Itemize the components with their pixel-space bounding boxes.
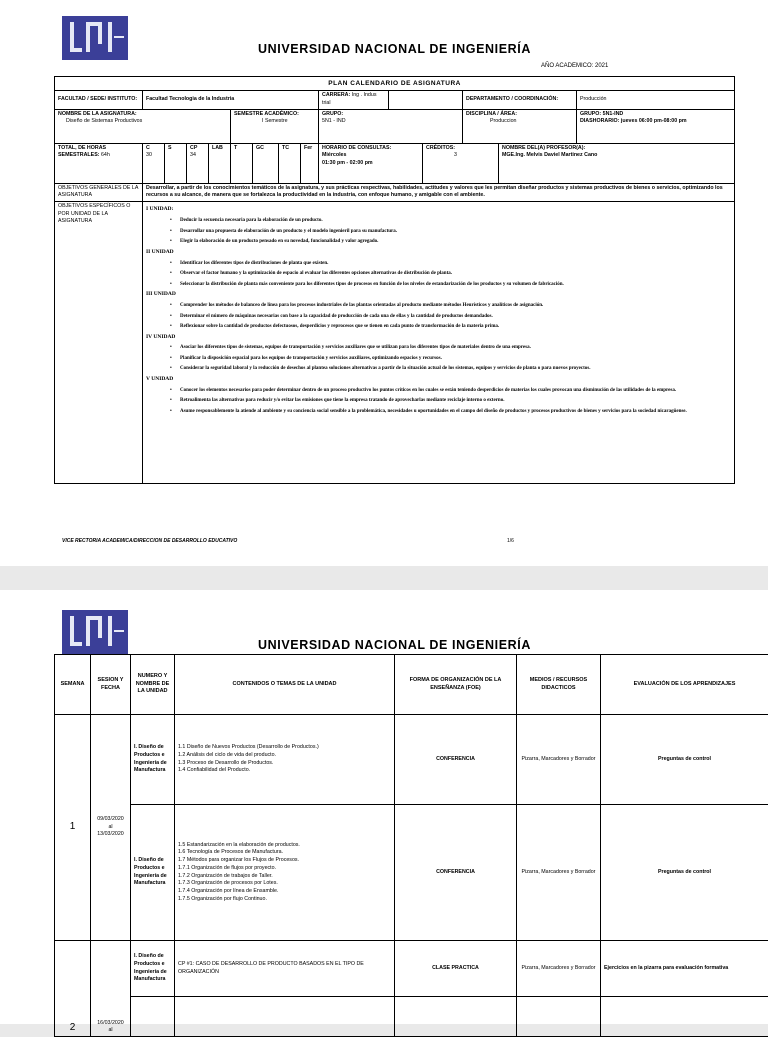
media-cell: Pizarra, Marcadores y Borrador [517, 941, 601, 997]
unit-heading: V UNIDAD [146, 376, 731, 384]
university-title: UNIVERSIDAD NACIONAL DE INGENIERÍA [258, 42, 531, 56]
specific-objectives [143, 202, 735, 484]
schedule-cell: GRUPO: 5N1-IND DIASHORARIO: jueves 06:00 pm-08:00 pm [577, 109, 735, 143]
eval-cell: Preguntas de control [601, 715, 768, 805]
uni-logo [62, 610, 128, 654]
col-s: S [165, 143, 187, 183]
unit-heading: IV UNIDAD [146, 334, 731, 342]
col-contents: CONTENIDOS O TEMAS DE LA UNIDAD [175, 655, 395, 715]
objective-item: • Deducir la secuencia necesaria para la elaboración de un producto. [146, 217, 731, 225]
objective-item: • Seleccionar la distribución de planta más conveniente para los diferentes tipos de procesos en función de los niveles de estandarización de los productos y su volumen de fabricación. [146, 281, 731, 289]
week-number: 2 [55, 941, 91, 1037]
semester-cell: SEMESTRE ACADÉMICO: I Semestre [231, 109, 319, 143]
objective-item: • Conocer los elementos necesarios para poder determinar dentro de un proceso productivo los puntos críticos en los cuales se están teniendo desperdicios de materias los cuales provocan una disminución de las utilidades de la empresa. [146, 387, 731, 395]
eval-cell: Preguntas de control [601, 805, 768, 941]
objective-item: • Asume responsablemente la atiende al ambiente y su conciencia social sensible a la problemática, necesidades u oportunidades en el campo del diseño de productos y procesos productivos de bienes y servicios para la sociedad nicaragüense. [146, 408, 731, 416]
objective-item: • Considerar la seguridad laboral y la reducción de desechos al plantea soluciones alternativas a partir de la situación actual de los sistemas, equipos y servicios de planta o para nuevos proyectos. [146, 365, 731, 373]
unit-heading: II UNIDAD [146, 249, 731, 257]
foe-cell: CLASE PRACTICA [395, 941, 517, 997]
group-cell: GRUPO: 5N1 - IND [319, 109, 463, 143]
objective-item: • Reflexionar sobre la cantidad de productos defectuosos, desperdicios y reprocesos que se tienen en cada punto de transformación de la materia prima. [146, 323, 731, 331]
faculty-label: FACULTAD / SEDE/ INSTITUTO: [55, 91, 143, 109]
unit-name: I. Diseño de Productos e Ingeniería de Manufactura [131, 941, 175, 997]
subject-cell: NOMBRE DE LA ASIGNATURA: Diseño de Sistemas Productivos [55, 109, 231, 143]
plan-header-table [54, 76, 735, 484]
dept-value: Producción [577, 91, 735, 109]
professor-cell: NOMBRE DEL(A) PROFESOR(A): MGE.Ing. Melvis Daviel Martinez Cano [499, 143, 735, 183]
dept-label: DEPARTAMENTO / COORDINACIÓN: [463, 91, 577, 109]
foe-cell: CONFERENCIA [395, 715, 517, 805]
objective-item: • Retroalimenta las alternativas para reducir y/o evitar las emisiones que tiene la empresa tratando de aprovecharlas mediante reciclaje interno o externo. [146, 397, 731, 405]
plan-title: PLAN CALENDARIO DE ASIGNATURA [55, 77, 735, 91]
contents-cell: CP #1: CASO DE DESARROLLO DE PRODUCTO BASADOS EN EL TIPO DE ORGANIZACIÓN [175, 941, 395, 997]
objective-item: • Planificar la disposición espacial para los equipos de transportación y servicios auxiliares, optimizando espacios y recursos. [146, 355, 731, 363]
col-tc: TC [279, 143, 301, 183]
session-dates: 16/03/2020 al [91, 941, 131, 1037]
footer-left: VICE RECTORIA ACADEMICA/DIRECCION DE DESARROLLO EDUCATIVO [62, 538, 237, 544]
objective-item: • Asociar los diferentes tipos de sistemas, equipos de transportación y servicios auxiliares que se utilizan para los diferentes tipos de materiales dentro de una empresa. [146, 344, 731, 352]
col-t: T [231, 143, 253, 183]
career-label: CARRERA: Ing . Indus trial [319, 91, 389, 109]
academic-year: AÑO ACADEMICO: 2021 [541, 63, 608, 69]
col-unit: NUMERO Y NOMBRE DE LA UNIDAD [131, 655, 175, 715]
faculty-value: Facultad Tecnologia de la Industria [143, 91, 319, 109]
footer-page: 1/6 [507, 538, 514, 544]
discipline-cell: DISCIPLINA / ÁREA: Produccion [463, 109, 577, 143]
university-title: UNIVERSIDAD NACIONAL DE INGENIERÍA [258, 638, 531, 652]
contents-cell: 1.5 Estandarización en la elaboración de productos. 1.6 Tecnología de Procesos de Manufactura. 1.7 Métodos para organizar los Flujos de Procesos. 1.7.1 Organización de flujos por proyecto. 1.7.2 Organización de trabajos de Taller. 1.7.3 Organización de procesos por Lotes. 1.7.4 Organización por línea de Ensamble. 1.7.5 Organización por flujo Continuo. [175, 805, 395, 941]
objective-item: • Determinar el número de máquinas necesarias con base a la capacidad de producción de cada una de ellas y la cantidad de productos demandados. [146, 313, 731, 321]
contents-cell: 1.1 Diseño de Nuevos Productos (Desarrollo de Productos.) 1.2 Análisis del ciclo de vida del producto. 1.3 Proceso de Desarrollo de Productos. 1.4 Confiabilidad del Producto. [175, 715, 395, 805]
col-c: C 30 [143, 143, 165, 183]
col-eval: EVALUACIÓN DE LOS APRENDIZAJES [601, 655, 768, 715]
objective-item: • Comprender los métodos de balanceo de línea para los procesos industriales de las plantas orientadas al producto mediante métodos Heurísticos y analíticos de asignación. [146, 302, 731, 310]
col-media: MEDIOS / RECURSOS DIDACTICOS [517, 655, 601, 715]
objective-item: • Elegir la elaboración de un producto pensado en su novedad, funcionalidad y valor agregado. [146, 238, 731, 246]
col-session: SESION Y FECHA [91, 655, 131, 715]
unit-name: I. Diseño de Productos e Ingeniería de Manufactura [131, 715, 175, 805]
calendar-table [54, 654, 768, 1037]
col-week: SEMANA [55, 655, 91, 715]
session-dates: 09/03/2020 al 13/03/2020 [91, 715, 131, 941]
consult-cell: HORARIO DE CONSULTAS: Miércoles 01:30 pm - 02:00 pm [319, 143, 423, 183]
foe-cell: CONFERENCIA [395, 805, 517, 941]
objective-item: • Desarrollar una propuesta de elaboración de un producto y el modelo ingenieril para su manufactura. [146, 228, 731, 236]
objective-item: • Identificar los diferentes tipos de distribuciones de planta que existen. [146, 260, 731, 268]
media-cell: Pizarra, Marcadores y Borrador [517, 715, 601, 805]
unit-heading: III UNIDAD [146, 291, 731, 299]
week-number: 1 [55, 715, 91, 941]
col-cp: CP 34 [187, 143, 209, 183]
eval-cell: Ejercicios en la pizarra para evaluación formativa [601, 941, 768, 997]
uni-logo [62, 16, 128, 60]
col-foe: FORMA DE ORGANIZACIÓN DE LA ENSEÑANZA (FOE) [395, 655, 517, 715]
col-fer: Fer [301, 143, 319, 183]
specific-objectives-label: OBJETIVOS ESPECÍFICOS O POR UNIDAD DE LA ASIGNATURA [55, 202, 143, 484]
credits-cell: CRÉDITOS: 3 [423, 143, 499, 183]
general-objectives-label: OBJETIVOS GENERALES DE LA ASIGNATURA [55, 183, 143, 201]
unit-heading: I UNIDAD: [146, 206, 731, 214]
col-lab: LAB [209, 143, 231, 183]
col-gc: GC [253, 143, 279, 183]
media-cell: Pizarra, Marcadores y Borrador [517, 805, 601, 941]
unit-name: I. Diseño de Productos e Ingeniería de Manufactura [131, 805, 175, 941]
objective-item: • Observar el factor humano y la optimización de espacio al evaluar las diferentes opciones alternativas de distribución de planta. [146, 270, 731, 278]
general-objectives: Desarrollar, a partir de los conocimientos temáticos de la asignatura, y sus prácticas respectivas, habilidades, actitudes y valores que les permitan diseñar productos y sistemas productivos de bienes o servicios, optimizando los recursos a su alcance, de manera que se fortalezca la productividad en la industria, con enfoque humano, y amigable con el ambiente. [143, 183, 735, 201]
hours-cell: TOTAL, DE HORAS SEMESTRALES: 64h [55, 143, 143, 183]
